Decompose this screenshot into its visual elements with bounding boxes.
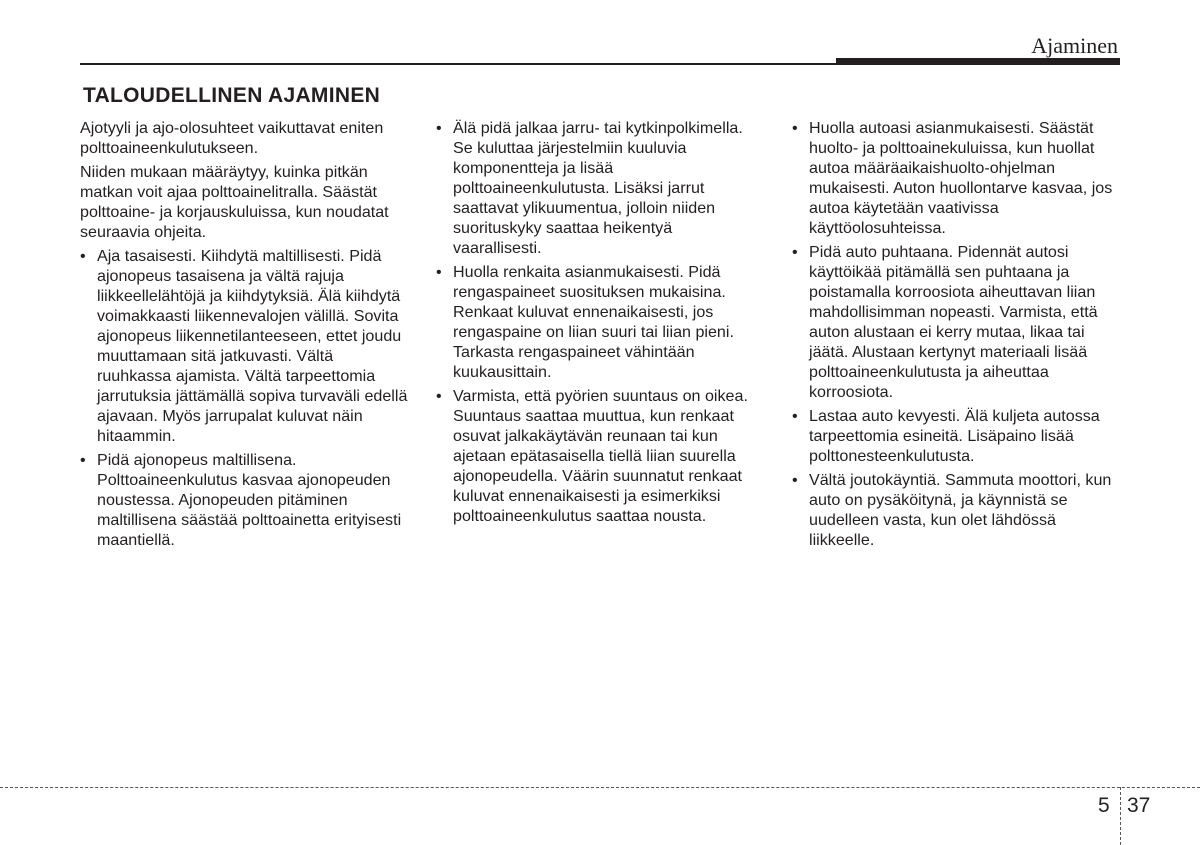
list-item <box>792 118 1120 238</box>
list-item-text: Aja tasaisesti. Kiihdytä maltillisesti. Pidä ajonopeus tasaisena ja vältä rajuja liikkeellelähtöjä ja kiihdytyksiä. Älä kiihdytä voimakkaasti liikennevalojen välillä. Sovita ajonopeus liikennetilanteeseen, ettet joudu muuttamaan sitä jatkuvasti. Vältä ruuhkassa ajamista. Vältä tarpeettomia jarrutuksia jättämällä sopiva turvaväli edellä ajavaan. Myös jarrupalat kuluvat näin hitaammin. <box>97 247 408 445</box>
list-item-text: Varmista, että pyörien suuntaus on oikea. Suuntaus saattaa muuttua, kun renkaat osuvat jalkakäytävän reunaan tai kun ajetaan epätasaisella tiellä liian suurella ajonopeudella. Väärin suunnatut renkaat kuluvat ennenaikaisesti ja esimerkiksi polttoaineenkulutus saattaa nousta. <box>453 387 748 525</box>
list-item <box>436 118 764 258</box>
bullet-icon: • <box>436 387 442 405</box>
list-item <box>80 246 408 446</box>
list-item-text: Vältä joutokäyntiä. Sammuta moottori, kun auto on pysäköitynä, ja käynnistä se uudelleen vasta, kun olet lähdössä liikkeelle. <box>809 471 1112 549</box>
chapter-number: 5 <box>1098 794 1110 817</box>
list-item <box>436 262 764 382</box>
bullet-icon: • <box>80 247 86 265</box>
bullet-icon: • <box>436 119 442 137</box>
list-item-text: Lastaa auto kevyesti. Älä kuljeta autossa tarpeettomia esineitä. Lisäpaino lisää polttonesteenkulutusta. <box>809 407 1100 465</box>
paragraph: Niiden mukaan määräytyy, kuinka pitkän matkan voit ajaa polttoainelitralla. Säästät polttoaine- ja korjauskuluissa, kun noudatat seuraavia ohjeita. <box>80 163 389 241</box>
bullet-list <box>792 118 1120 550</box>
list-item-text: Pidä ajonopeus maltillisena. Polttoaineenkulutus kasvaa ajonopeuden noustessa. Ajonopeuden pitäminen maltillisena säästää polttoainetta erityisesti maantiellä. <box>97 451 402 549</box>
bullet-icon: • <box>792 243 798 261</box>
header-rule <box>80 63 836 65</box>
bullet-icon: • <box>792 471 798 489</box>
list-item <box>792 470 1120 550</box>
list-item <box>80 450 408 550</box>
list-item <box>792 242 1120 402</box>
bullet-icon: • <box>80 451 86 469</box>
bullet-list <box>436 118 764 526</box>
bullet-icon: • <box>792 407 798 425</box>
paragraph: Ajotyyli ja ajo-olosuhteet vaikuttavat eniten polttoaineenkulutukseen. <box>80 119 384 157</box>
header-rule-bold <box>836 58 1120 65</box>
text-column-3 <box>792 118 1120 554</box>
bullet-icon: • <box>436 263 442 281</box>
section-title: Ajaminen <box>1031 33 1118 58</box>
page-number: 37 <box>1127 794 1151 817</box>
page-number-divider <box>1120 787 1121 845</box>
bullet-list <box>80 246 408 550</box>
text-column-2 <box>436 118 764 530</box>
bullet-icon: • <box>792 119 798 137</box>
list-item-text: Älä pidä jalkaa jarru- tai kytkinpolkimella. Se kuluttaa järjestelmiin kuuluvia komponentteja ja lisää polttoaineenkulutusta. Lisäksi jarrut saattavat ylikuumentua, jolloin niiden suorituskyky saattaa heikentyä vaarallisesti. <box>453 119 743 257</box>
list-item-text: Huolla renkaita asianmukaisesti. Pidä rengaspaineet suosituksen mukaisina. Renkaat kuluvat ennenaikaisesti, jos rengaspaine on liian suuri tai liian pieni. Tarkasta rengaspaineet vähintään kuukausittain. <box>453 263 734 381</box>
list-item-text: Pidä auto puhtaana. Pidennät autosi käyttöikää pitämällä sen puhtaana ja poistamalla korroosiota aiheuttavan liian mahdollisimman nopeasti. Varmista, että auton alustaan ei kerry mutaa, likaa tai jäätä. Alustaan kertynyt materiaali lisää polttoaineenkulutusta ja aiheuttaa korroosiota. <box>809 243 1098 401</box>
page-heading: TALOUDELLINEN AJAMINEN <box>83 84 381 107</box>
list-item <box>792 406 1120 466</box>
list-item <box>436 386 764 526</box>
text-column-1 <box>80 118 408 554</box>
footer-divider <box>0 787 1200 788</box>
list-item-text: Huolla autoasi asianmukaisesti. Säästät huolto- ja polttoainekuluissa, kun huollat autoa määräaikaishuolto-ohjelman mukaisesti. Auton huollontarve kasvaa, jos autoa käytetään vaativissa käyttöolosuhteissa. <box>809 119 1113 237</box>
